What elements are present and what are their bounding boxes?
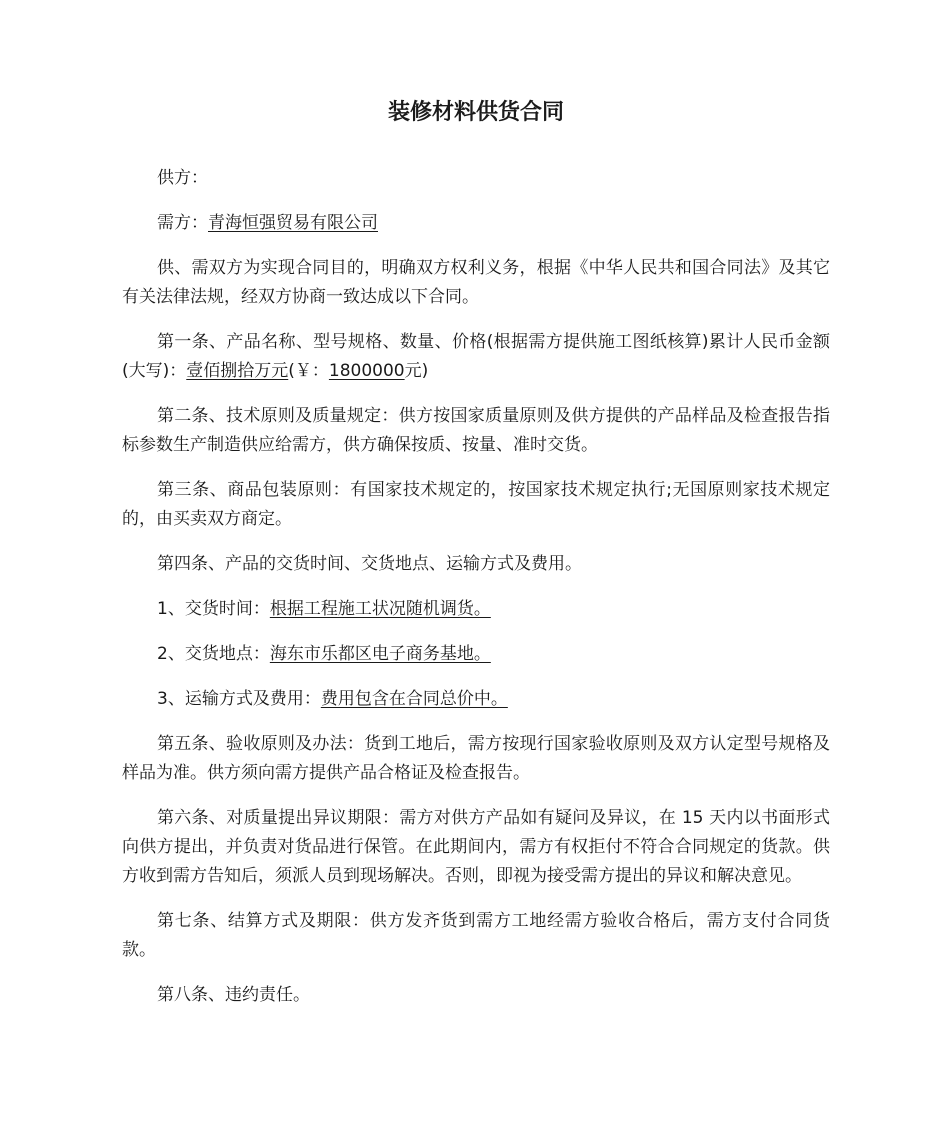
article-6: 第六条、对质量提出异议期限：需方对供方产品如有疑问及异议，在 15 天内以书面形式向供方提出，并负责对货品进行保管。在此期间内，需方有权拒付不符合合同规定的货款。供方收到需方告知后，须派人员到现场解决。否则，即视为接受需方提出的异议和解决意见。 <box>122 808 830 886</box>
delivery-place-line <box>122 640 830 669</box>
delivery-time-label: 1、交货时间： <box>157 599 270 619</box>
transport-line <box>122 685 830 714</box>
delivery-place-label: 2、交货地点： <box>157 644 270 664</box>
article-7: 第七条、结算方式及期限：供方发齐货到需方工地经需方验收合格后，需方支付合同货款。 <box>122 911 830 960</box>
transport-label: 3、运输方式及费用： <box>157 689 321 709</box>
amount-in-words: 壹佰捌拾万元 <box>186 361 289 381</box>
article-2: 第二条、技术原则及质量规定：供方按国家质量原则及供方提供的产品样品及检查报告指标参数生产制造供应给需方，供方确保按质、按量、准时交货。 <box>122 406 830 455</box>
document-title: 装修材料供货合同 <box>387 100 564 125</box>
contract-page <box>122 96 830 1026</box>
buyer-line <box>122 209 830 238</box>
article-5: 第五条、验收原则及办法：货到工地后，需方按现行国家验收原则及双方认定型号规格及样品为准。供方须向需方提供产品合格证及检查报告。 <box>122 734 830 783</box>
delivery-place-value: 海东市乐都区电子商务基地。 <box>269 644 491 664</box>
delivery-time-value: 根据工程施工状况随机调货。 <box>269 599 491 619</box>
article-1-suffix: 元) <box>404 361 429 381</box>
transport-value: 费用包含在合同总价中。 <box>320 689 508 709</box>
article-8: 第八条、违约责任。 <box>157 985 310 1005</box>
supplier-line <box>122 164 830 193</box>
amount-in-numbers: 1800000 <box>328 361 405 381</box>
buyer-label: 需方： <box>157 213 208 233</box>
intro-paragraph: 供、需双方为实现合同目的，明确双方权利义务，根据《中华人民共和国合同法》及其它有关法律法规，经双方协商一致达成以下合同。 <box>122 258 830 307</box>
supplier-label: 供方： <box>157 168 208 188</box>
article-1-prefix: 第一条、产品名称、型号规格、数量、价格(根据需方提供施工图纸核算)累计人民币金额(大写)： <box>122 332 830 381</box>
delivery-time-line <box>122 595 830 624</box>
buyer-name: 青海恒强贸易有限公司 <box>208 213 378 233</box>
article-1-mid: (￥： <box>288 361 329 381</box>
article-4: 第四条、产品的交货时间、交货地点、运输方式及费用。 <box>157 554 582 574</box>
article-3: 第三条、商品包装原则：有国家技术规定的，按国家技术规定执行;无国原则家技术规定的，由买卖双方商定。 <box>122 480 830 529</box>
article-1 <box>122 328 830 386</box>
